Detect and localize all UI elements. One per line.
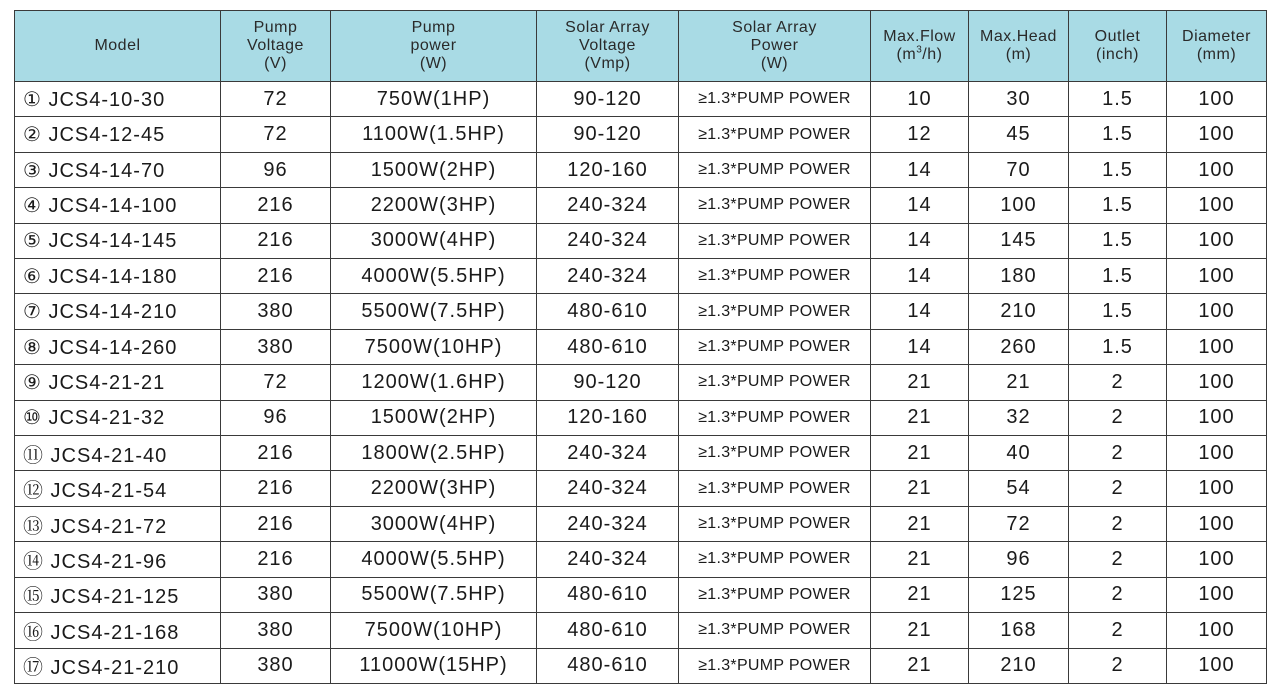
table-row — [15, 294, 1267, 329]
header-max-head — [969, 11, 1069, 82]
cell-solar-array-power: ≥1.3*PUMP POWER — [679, 294, 871, 329]
cell-pump-voltage: 216 — [221, 188, 331, 223]
cell-solar-array-power: ≥1.3*PUMP POWER — [679, 613, 871, 648]
cell-pump-voltage: 216 — [221, 542, 331, 577]
cell-max-head: 125 — [969, 577, 1069, 612]
header-line: (W) — [419, 55, 448, 72]
cell-max-head: 210 — [969, 648, 1069, 684]
cell-max-flow: 14 — [871, 188, 969, 223]
header-line: Voltage — [247, 37, 304, 54]
cell-outlet: 1.5 — [1069, 188, 1167, 223]
cell-model: ⑯ JCS4-21-168 — [15, 613, 221, 648]
cell-model: ⑥ JCS4-14-180 — [15, 259, 221, 294]
cell-pump-power: 5500W(7.5HP) — [331, 577, 537, 612]
cell-max-head: 210 — [969, 294, 1069, 329]
cell-max-flow: 21 — [871, 648, 969, 684]
cell-max-head: 168 — [969, 613, 1069, 648]
header-line: Pump — [411, 19, 456, 36]
cell-solar-array-voltage: 240-324 — [537, 223, 679, 258]
cell-solar-array-voltage: 480-610 — [537, 294, 679, 329]
header-line: (W) — [760, 55, 789, 72]
cell-max-head: 260 — [969, 329, 1069, 364]
cell-solar-array-power: ≥1.3*PUMP POWER — [679, 188, 871, 223]
cell-model: ⑦ JCS4-14-210 — [15, 294, 221, 329]
cell-max-head: 30 — [969, 82, 1069, 117]
cell-pump-voltage: 72 — [221, 82, 331, 117]
cell-max-flow: 14 — [871, 294, 969, 329]
cell-model: ⑭ JCS4-21-96 — [15, 542, 221, 577]
cell-model: ⑩ JCS4-21-32 — [15, 400, 221, 435]
header-line: Solar Array — [732, 19, 817, 36]
cell-outlet: 1.5 — [1069, 117, 1167, 152]
cell-pump-power: 1500W(2HP) — [331, 152, 537, 187]
cell-diameter: 100 — [1167, 294, 1267, 329]
cell-solar-array-voltage: 240-324 — [537, 542, 679, 577]
cell-solar-array-voltage: 480-610 — [537, 329, 679, 364]
cell-diameter: 100 — [1167, 365, 1267, 400]
cell-pump-power: 11000W(15HP) — [331, 648, 537, 684]
table-row — [15, 188, 1267, 223]
cell-model: ⑨ JCS4-21-21 — [15, 365, 221, 400]
cell-solar-array-power: ≥1.3*PUMP POWER — [679, 152, 871, 187]
cell-pump-voltage: 216 — [221, 259, 331, 294]
header-pump-power — [331, 11, 537, 82]
header-pump-voltage — [221, 11, 331, 82]
table-body — [15, 82, 1267, 684]
cell-max-flow: 21 — [871, 400, 969, 435]
cell-max-flow: 14 — [871, 152, 969, 187]
cell-solar-array-power: ≥1.3*PUMP POWER — [679, 365, 871, 400]
cell-max-flow: 21 — [871, 436, 969, 471]
cell-diameter: 100 — [1167, 223, 1267, 258]
cell-model: ⑬ JCS4-21-72 — [15, 506, 221, 541]
cell-max-flow: 21 — [871, 365, 969, 400]
header-line: Max.Flow — [883, 28, 956, 45]
cell-solar-array-power: ≥1.3*PUMP POWER — [679, 329, 871, 364]
table-row — [15, 506, 1267, 541]
cell-solar-array-voltage: 480-610 — [537, 613, 679, 648]
header-line: Pump — [253, 19, 298, 36]
header-row — [15, 11, 1267, 82]
cell-pump-voltage: 380 — [221, 613, 331, 648]
cell-pump-voltage: 216 — [221, 506, 331, 541]
cell-model: ⑫ JCS4-21-54 — [15, 471, 221, 506]
cell-max-flow: 21 — [871, 577, 969, 612]
cell-pump-voltage: 72 — [221, 117, 331, 152]
header-line: Max.Head — [980, 28, 1057, 45]
cell-max-flow: 14 — [871, 259, 969, 294]
table-row — [15, 152, 1267, 187]
cell-pump-voltage: 380 — [221, 648, 331, 684]
cell-pump-power: 2200W(3HP) — [331, 471, 537, 506]
cell-solar-array-voltage: 480-610 — [537, 577, 679, 612]
header-model-label: Model — [94, 37, 141, 54]
cell-model: ⑮ JCS4-21-125 — [15, 577, 221, 612]
cell-pump-power: 4000W(5.5HP) — [331, 542, 537, 577]
cell-outlet: 1.5 — [1069, 259, 1167, 294]
header-max-flow — [871, 11, 969, 82]
header-line: (inch) — [1095, 46, 1139, 63]
cell-model: ⑪ JCS4-21-40 — [15, 436, 221, 471]
cell-diameter: 100 — [1167, 648, 1267, 684]
cell-outlet: 1.5 — [1069, 329, 1167, 364]
table-row — [15, 259, 1267, 294]
cell-outlet: 2 — [1069, 613, 1167, 648]
cell-max-flow: 21 — [871, 471, 969, 506]
header-line: Power — [750, 37, 799, 54]
cell-diameter: 100 — [1167, 471, 1267, 506]
table-row — [15, 329, 1267, 364]
cell-pump-voltage: 96 — [221, 400, 331, 435]
cell-solar-array-voltage: 120-160 — [537, 400, 679, 435]
cell-max-head: 96 — [969, 542, 1069, 577]
cell-outlet: 2 — [1069, 365, 1167, 400]
cell-pump-power: 1200W(1.6HP) — [331, 365, 537, 400]
cell-max-head: 21 — [969, 365, 1069, 400]
cell-pump-power: 7500W(10HP) — [331, 329, 537, 364]
cell-outlet: 2 — [1069, 436, 1167, 471]
cell-max-head: 32 — [969, 400, 1069, 435]
cell-max-head: 72 — [969, 506, 1069, 541]
header-line: Solar Array — [565, 19, 650, 36]
unit-close: /h) — [922, 46, 943, 63]
cell-max-flow: 10 — [871, 82, 969, 117]
cell-max-head: 70 — [969, 152, 1069, 187]
table-row — [15, 223, 1267, 258]
cell-diameter: 100 — [1167, 506, 1267, 541]
cell-max-head: 100 — [969, 188, 1069, 223]
cell-max-flow: 14 — [871, 329, 969, 364]
header-line: (m) — [1005, 46, 1032, 63]
cell-solar-array-voltage: 90-120 — [537, 117, 679, 152]
unit-exponent: 3 — [916, 44, 923, 56]
table-row — [15, 613, 1267, 648]
header-model — [15, 11, 221, 82]
cell-solar-array-voltage: 240-324 — [537, 471, 679, 506]
pump-spec-table — [14, 10, 1267, 684]
cell-outlet: 2 — [1069, 400, 1167, 435]
unit-open: (m — [896, 46, 917, 63]
cell-outlet: 1.5 — [1069, 152, 1167, 187]
cell-solar-array-power: ≥1.3*PUMP POWER — [679, 542, 871, 577]
cell-diameter: 100 — [1167, 542, 1267, 577]
cell-solar-array-voltage: 240-324 — [537, 188, 679, 223]
cell-solar-array-power: ≥1.3*PUMP POWER — [679, 648, 871, 684]
header-line: (V) — [264, 55, 287, 72]
cell-max-flow: 21 — [871, 506, 969, 541]
header-line: (Vmp) — [584, 55, 631, 72]
cell-solar-array-power: ≥1.3*PUMP POWER — [679, 223, 871, 258]
header-line: Voltage — [579, 37, 636, 54]
cell-outlet: 1.5 — [1069, 294, 1167, 329]
cell-max-head: 180 — [969, 259, 1069, 294]
cell-solar-array-voltage: 240-324 — [537, 259, 679, 294]
cell-diameter: 100 — [1167, 117, 1267, 152]
header-unit-line — [873, 46, 966, 64]
cell-solar-array-voltage: 90-120 — [537, 365, 679, 400]
cell-diameter: 100 — [1167, 188, 1267, 223]
cell-diameter: 100 — [1167, 400, 1267, 435]
cell-pump-power: 3000W(4HP) — [331, 223, 537, 258]
cell-pump-voltage: 96 — [221, 152, 331, 187]
table-row — [15, 542, 1267, 577]
table-row — [15, 471, 1267, 506]
table-row — [15, 365, 1267, 400]
cell-max-flow: 21 — [871, 542, 969, 577]
cell-diameter: 100 — [1167, 152, 1267, 187]
header-solar-array-voltage — [537, 11, 679, 82]
header-diameter — [1167, 11, 1267, 82]
cell-pump-voltage: 380 — [221, 329, 331, 364]
cell-max-head: 54 — [969, 471, 1069, 506]
cell-solar-array-voltage: 480-610 — [537, 648, 679, 684]
cell-pump-voltage: 72 — [221, 365, 331, 400]
cell-pump-power: 750W(1HP) — [331, 82, 537, 117]
cell-diameter: 100 — [1167, 82, 1267, 117]
header-line: Diameter — [1182, 28, 1251, 45]
header-line: Outlet — [1094, 28, 1141, 45]
cell-outlet: 2 — [1069, 648, 1167, 684]
cell-solar-array-power: ≥1.3*PUMP POWER — [679, 506, 871, 541]
cell-pump-power: 3000W(4HP) — [331, 506, 537, 541]
cell-solar-array-power: ≥1.3*PUMP POWER — [679, 471, 871, 506]
cell-model: ③ JCS4-14-70 — [15, 152, 221, 187]
cell-model: ② JCS4-12-45 — [15, 117, 221, 152]
cell-pump-power: 5500W(7.5HP) — [331, 294, 537, 329]
cell-pump-power: 1100W(1.5HP) — [331, 117, 537, 152]
cell-pump-voltage: 216 — [221, 471, 331, 506]
cell-diameter: 100 — [1167, 613, 1267, 648]
cell-solar-array-power: ≥1.3*PUMP POWER — [679, 259, 871, 294]
cell-model: ① JCS4-10-30 — [15, 82, 221, 117]
cell-max-flow: 21 — [871, 613, 969, 648]
header-outlet — [1069, 11, 1167, 82]
cell-pump-voltage: 380 — [221, 577, 331, 612]
table-row — [15, 436, 1267, 471]
table-row — [15, 400, 1267, 435]
cell-solar-array-power: ≥1.3*PUMP POWER — [679, 577, 871, 612]
table-row — [15, 577, 1267, 612]
cell-pump-power: 2200W(3HP) — [331, 188, 537, 223]
cell-pump-power: 4000W(5.5HP) — [331, 259, 537, 294]
cell-solar-array-power: ≥1.3*PUMP POWER — [679, 400, 871, 435]
cell-max-head: 145 — [969, 223, 1069, 258]
header-solar-array-power — [679, 11, 871, 82]
cell-solar-array-voltage: 90-120 — [537, 82, 679, 117]
cell-model: ⑰ JCS4-21-210 — [15, 648, 221, 684]
cell-solar-array-voltage: 120-160 — [537, 152, 679, 187]
cell-model: ⑤ JCS4-14-145 — [15, 223, 221, 258]
cell-outlet: 2 — [1069, 542, 1167, 577]
cell-pump-power: 1800W(2.5HP) — [331, 436, 537, 471]
cell-solar-array-power: ≥1.3*PUMP POWER — [679, 82, 871, 117]
cell-pump-voltage: 380 — [221, 294, 331, 329]
cell-solar-array-power: ≥1.3*PUMP POWER — [679, 436, 871, 471]
cell-outlet: 2 — [1069, 506, 1167, 541]
cell-outlet: 2 — [1069, 471, 1167, 506]
cell-solar-array-voltage: 240-324 — [537, 506, 679, 541]
cell-diameter: 100 — [1167, 577, 1267, 612]
cell-model: ④ JCS4-14-100 — [15, 188, 221, 223]
cell-model: ⑧ JCS4-14-260 — [15, 329, 221, 364]
cell-outlet: 1.5 — [1069, 82, 1167, 117]
cell-pump-power: 7500W(10HP) — [331, 613, 537, 648]
table-row — [15, 82, 1267, 117]
cell-pump-voltage: 216 — [221, 436, 331, 471]
table-row — [15, 117, 1267, 152]
cell-pump-voltage: 216 — [221, 223, 331, 258]
cell-outlet: 2 — [1069, 577, 1167, 612]
cell-diameter: 100 — [1167, 436, 1267, 471]
cell-diameter: 100 — [1167, 259, 1267, 294]
cell-diameter: 100 — [1167, 329, 1267, 364]
cell-solar-array-power: ≥1.3*PUMP POWER — [679, 117, 871, 152]
cell-max-flow: 12 — [871, 117, 969, 152]
cell-outlet: 1.5 — [1069, 223, 1167, 258]
header-line: power — [410, 37, 457, 54]
cell-solar-array-voltage: 240-324 — [537, 436, 679, 471]
cell-max-head: 40 — [969, 436, 1069, 471]
cell-max-head: 45 — [969, 117, 1069, 152]
cell-pump-power: 1500W(2HP) — [331, 400, 537, 435]
cell-max-flow: 14 — [871, 223, 969, 258]
header-line: (mm) — [1196, 46, 1237, 63]
table-row — [15, 648, 1267, 684]
